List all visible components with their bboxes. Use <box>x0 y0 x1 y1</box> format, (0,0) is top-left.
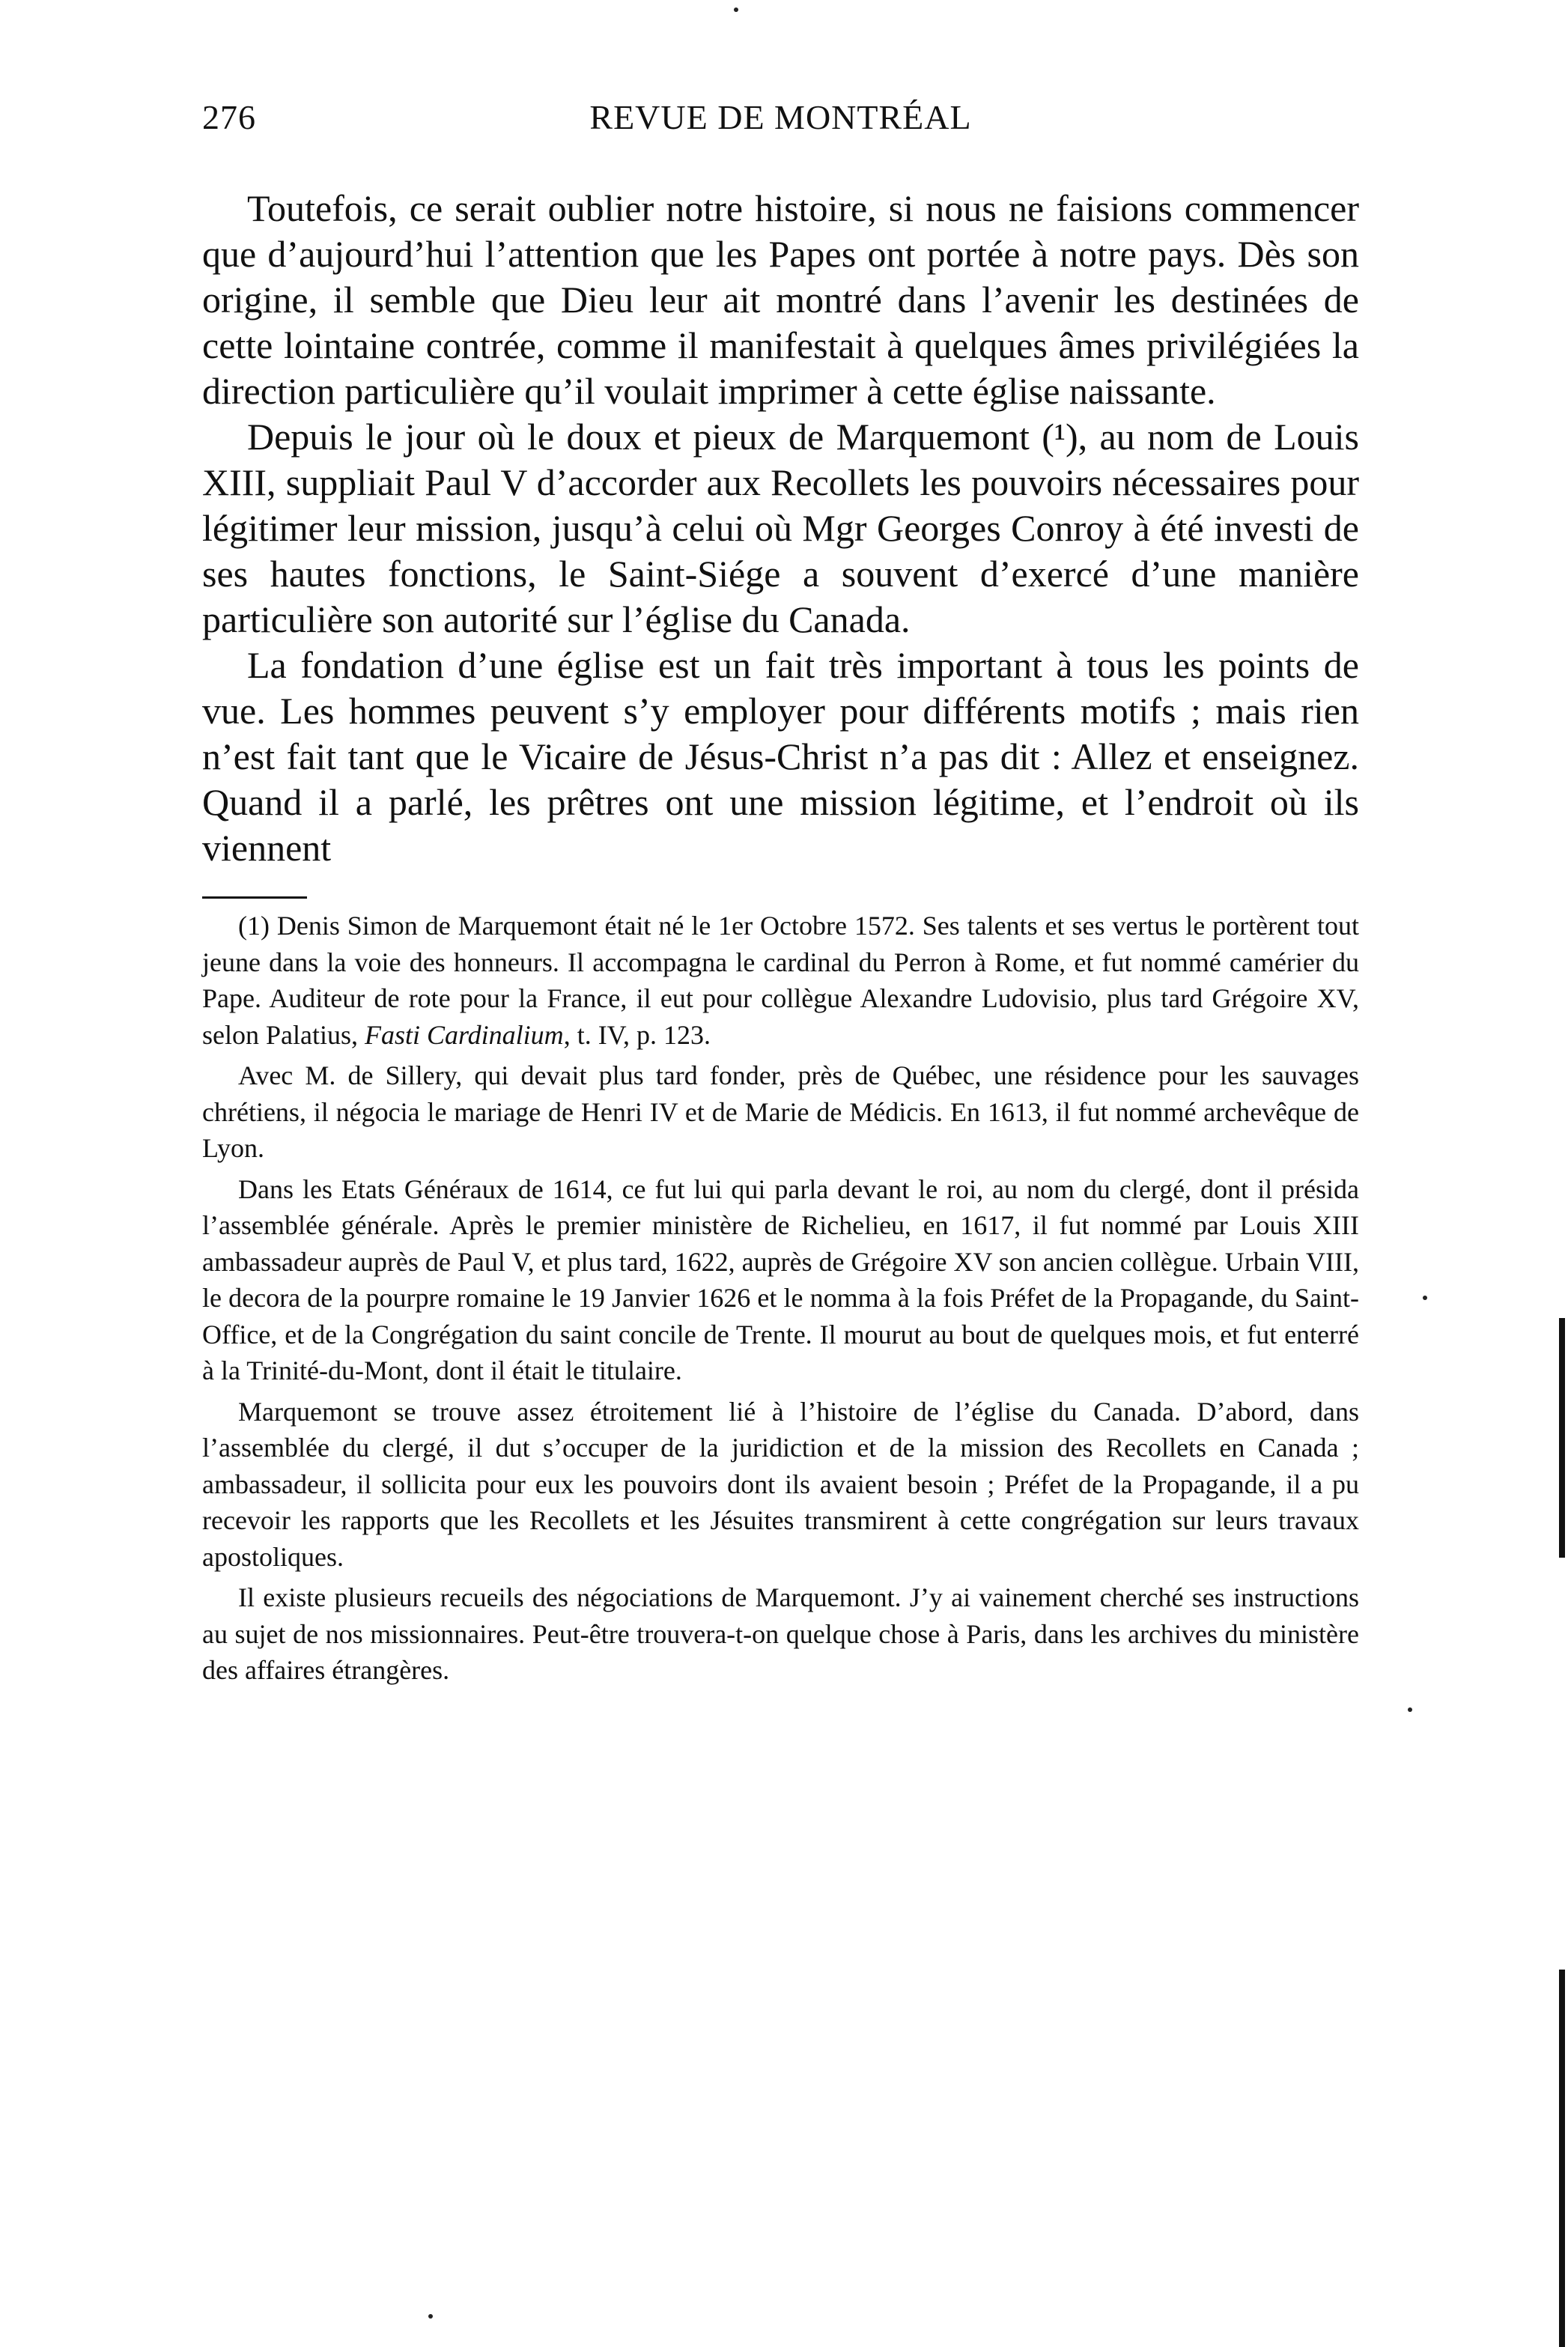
scan-speck <box>428 2314 433 2319</box>
body-paragraph: Depuis le jour où le doux et pieux de Marquemont (¹), au nom de Louis XIII, suppliait Paul V d’accorder aux Recollets les pouvoirs nécessaires pour légitimer leur mission, jusqu’à celui où Mgr Georges Conroy à été investi de ses hautes fonctions, le Saint-Siége a souvent d’exercé d’une manière particulière son autorité sur l’église du Canada. <box>202 416 1359 640</box>
journal-title: REVUE DE MONTRÉAL <box>589 98 972 136</box>
book-page <box>202 97 1359 1693</box>
body-paragraph: Toutefois, ce serait oublier notre histoire, si nous ne faisions commencer que d’aujourd’hui l’attention que les Papes ont portée à notre pays. Dès son origine, il semble que Dieu leur ait montré dans l’avenir les destinées de cette lointaine contrée, comme il manifestait à quelques âmes privilégiées la direction particulière qu’il voulait imprimer à cette église naissante. <box>202 187 1359 412</box>
scan-speck <box>1408 1707 1412 1712</box>
footnote-rule <box>202 896 307 899</box>
scan-speck <box>1423 1296 1427 1300</box>
footnote-paragraph: Marquemont se trouve assez étroitement lié à l’histoire de l’église du Canada. D’abord, dans l’assemblée du clergé, il dut s’occuper de la juridiction et de la mission des Recollets en Canada ; ambassadeur, il sollicita pour eux les pouvoirs dont ils avaient besoin ; Préfet de la Propagande, il a pu recevoir les rapports que les Recollets et les Jésuites transmirent à cette congrégation sur leurs travaux apostoliques. <box>202 1396 1359 1572</box>
body-text <box>202 186 1359 871</box>
footnotes <box>202 908 1359 1689</box>
footnote-paragraph: Dans les Etats Généraux de 1614, ce fut lui qui parla devant le roi, au nom du clergé, dont il présida l’assemblée générale. Après le premier ministère de Richelieu, en 1617, il fut nommé par Louis XIII ambassadeur auprès de Paul V, et plus tard, 1622, auprès de Grégoire XV son ancien collègue. Urbain VIII, le decora de la pourpre romaine le 19 Janvier 1626 et le nomma à la fois Préfet de la Propagande, du Saint-Office, et de la Congrégation du saint concile de Trente. Il mourut au bout de quelques mois, et fut enterré à la Trinité-du-Mont, dont il était le titulaire. <box>202 1174 1359 1385</box>
cited-work-title: Fasti Cardinalium <box>364 1019 564 1050</box>
scan-edge-mark-lower <box>1559 1970 1565 2347</box>
scan-edge-mark-upper <box>1559 1318 1565 1558</box>
footnote-1 <box>202 908 1359 1053</box>
footnote-paragraph: Il existe plusieurs recueils des négociations de Marquemont. J’y ai vainement cherché ses instructions au sujet de nos missionnaires. Peut-être trouvera-t-on quelque chose à Paris, dans les archives du ministère des affaires étrangères. <box>202 1582 1359 1685</box>
running-head <box>202 97 1359 150</box>
scan-speck <box>734 7 738 12</box>
footnote-paragraph: Avec M. de Sillery, qui devait plus tard fonder, près de Québec, une résidence pour les sauvages chrétiens, il négocia le mariage de Henri IV et de Marie de Médicis. En 1613, il fut nommé archevêque de Lyon. <box>202 1060 1359 1163</box>
footnote-1-text: (1) Denis Simon de Marquemont était né le 1er Octobre 1572. Ses talents et ses vertus le portèrent tout jeune dans la voie des honneurs. Il accompagna le cardinal du Perron à Rome, et fut nommé camérier du Pape. Auditeur de rote pour la France, il eut pour collègue Alexandre Ludovisio, plus tard Grégoire XV, selon Palatius, <box>202 911 1359 1050</box>
body-paragraph: La fondation d’une église est un fait très important à tous les points de vue. Les hommes peuvent s’y employer pour différents motifs ; mais rien n’est fait tant que le Vicaire de Jésus-Christ n’a pas dit : Allez et enseignez. Quand il a parlé, les prêtres ont une mission légitime, et l’endroit où ils viennent <box>202 644 1359 869</box>
page-number: 276 <box>202 98 256 136</box>
footnote-1-citation: , t. IV, p. 123. <box>563 1019 711 1050</box>
